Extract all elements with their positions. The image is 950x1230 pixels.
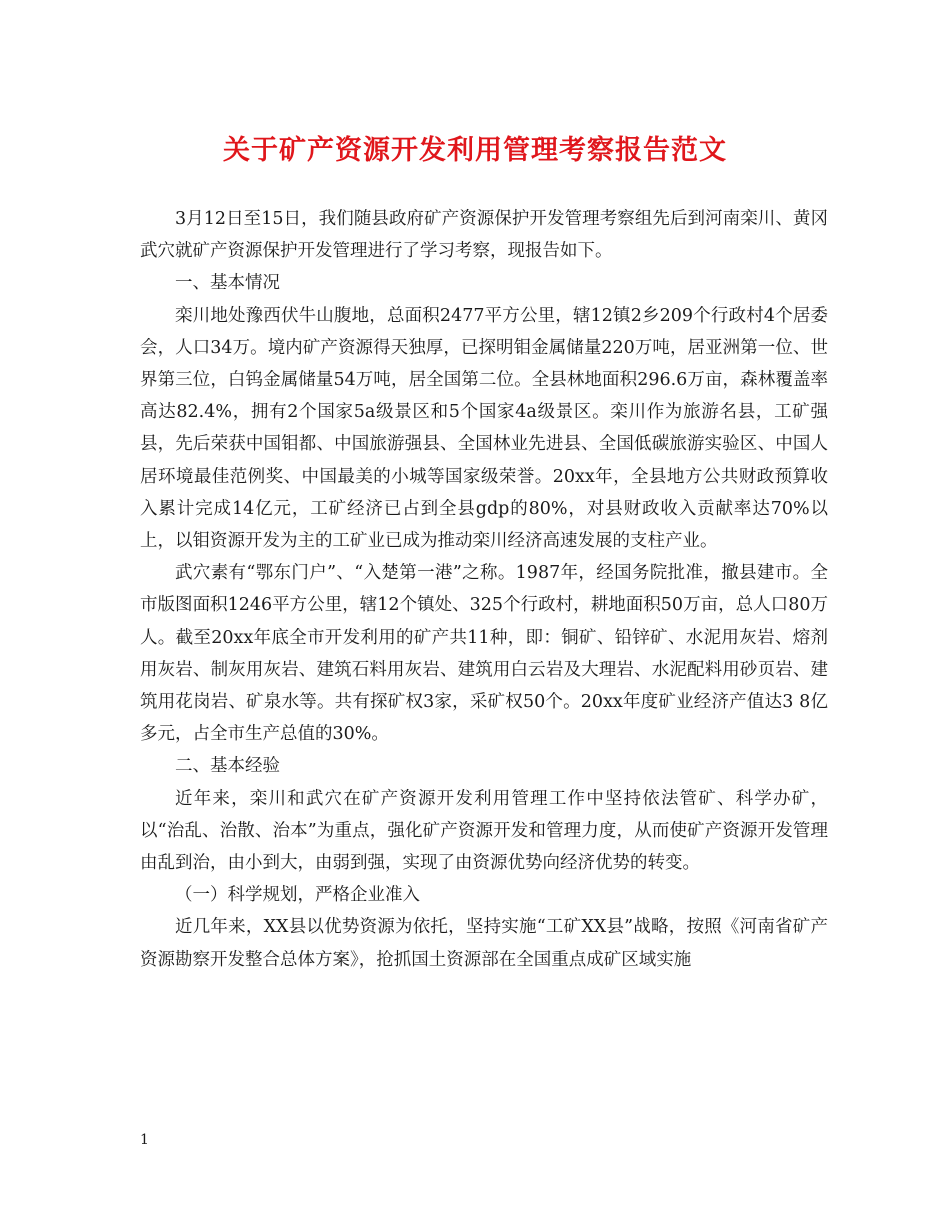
subsection-heading-planning: （一）科学规划，严格企业准入 [175, 885, 420, 906]
page-number: 1 [140, 1132, 149, 1148]
section-heading-basic-situation: 一、基本情况 [175, 273, 280, 294]
paragraph-planning: 近几年来，XX县以优势资源为依托，坚持实施“工矿XX县”战略，按照《河南省矿产资源勘察开发整合总体方案》，抢抓国土资源部在全国重点成矿区域实施 [140, 917, 828, 970]
paragraph-intro: 3月12日至15日，我们随县政府矿产资源保护开发管理考察组先后到河南栾川、黄冈武穴就矿产资源保护开发管理进行了学习考察，现报告如下。 [140, 209, 828, 262]
document-body [140, 203, 828, 976]
paragraph-experience: 近年来，栾川和武穴在矿产资源开发利用管理工作中坚持依法管矿、科学办矿，以“治乱、治散、治本”为重点，强化矿产资源开发和管理力度，从而使矿产资源开发管理由乱到治，由小到大，由弱到强，实现了由资源优势向经济优势的转变。 [140, 788, 828, 874]
paragraph-wuxue: 武穴素有“鄂东门户”、“入楚第一港”之称。1987年，经国务院批准，撤县建市。全市版图面积1246平方公里，辖12个镇处、325个行政村，耕地面积50万亩，总人口80万人。截至20xx年底全市开发利用的矿产共11种，即：铜矿、铅锌矿、水泥用灰岩、熔剂用灰岩、制灰用灰岩、建筑石料用灰岩、建筑用白云岩及大理岩、水泥配料用砂页岩、建筑用花岗岩、矿泉水等。共有探矿权3家，采矿权50个。20xx年度矿业经济产值达3 8亿多元，占全市生产总值的30%。 [140, 563, 828, 745]
document-title: 关于矿产资源开发利用管理考察报告范文 [223, 135, 727, 166]
paragraph-luanchuan: 栾川地处豫西伏牛山腹地，总面积2477平方公里，辖12镇2乡209个行政村4个居委会，人口34万。境内矿产资源得天独厚，已探明钼金属储量220万吨，居亚洲第一位、世界第三位，白钨金属储量54万吨，居全国第二位。全县林地面积296.6万亩，森林覆盖率高达82.4%，拥有2个国家5a级景区和5个国家4a级景区。栾川作为旅游名县，工矿强县，先后荣获中国钼都、中国旅游强县、全国林业先进县、全国低碳旅游实验区、中国人居环境最佳范例奖、中国最美的小城等国家级荣誉。20xx年，全县地方公共财政预算收入累计完成14亿元，工矿经济已占到全县gdp的80%，对县财政收入贡献率达70%以上，以钼资源开发为主的工矿业已成为推动栾川经济高速发展的支柱产业。 [140, 305, 828, 552]
section-heading-basic-experience: 二、基本经验 [175, 756, 280, 777]
